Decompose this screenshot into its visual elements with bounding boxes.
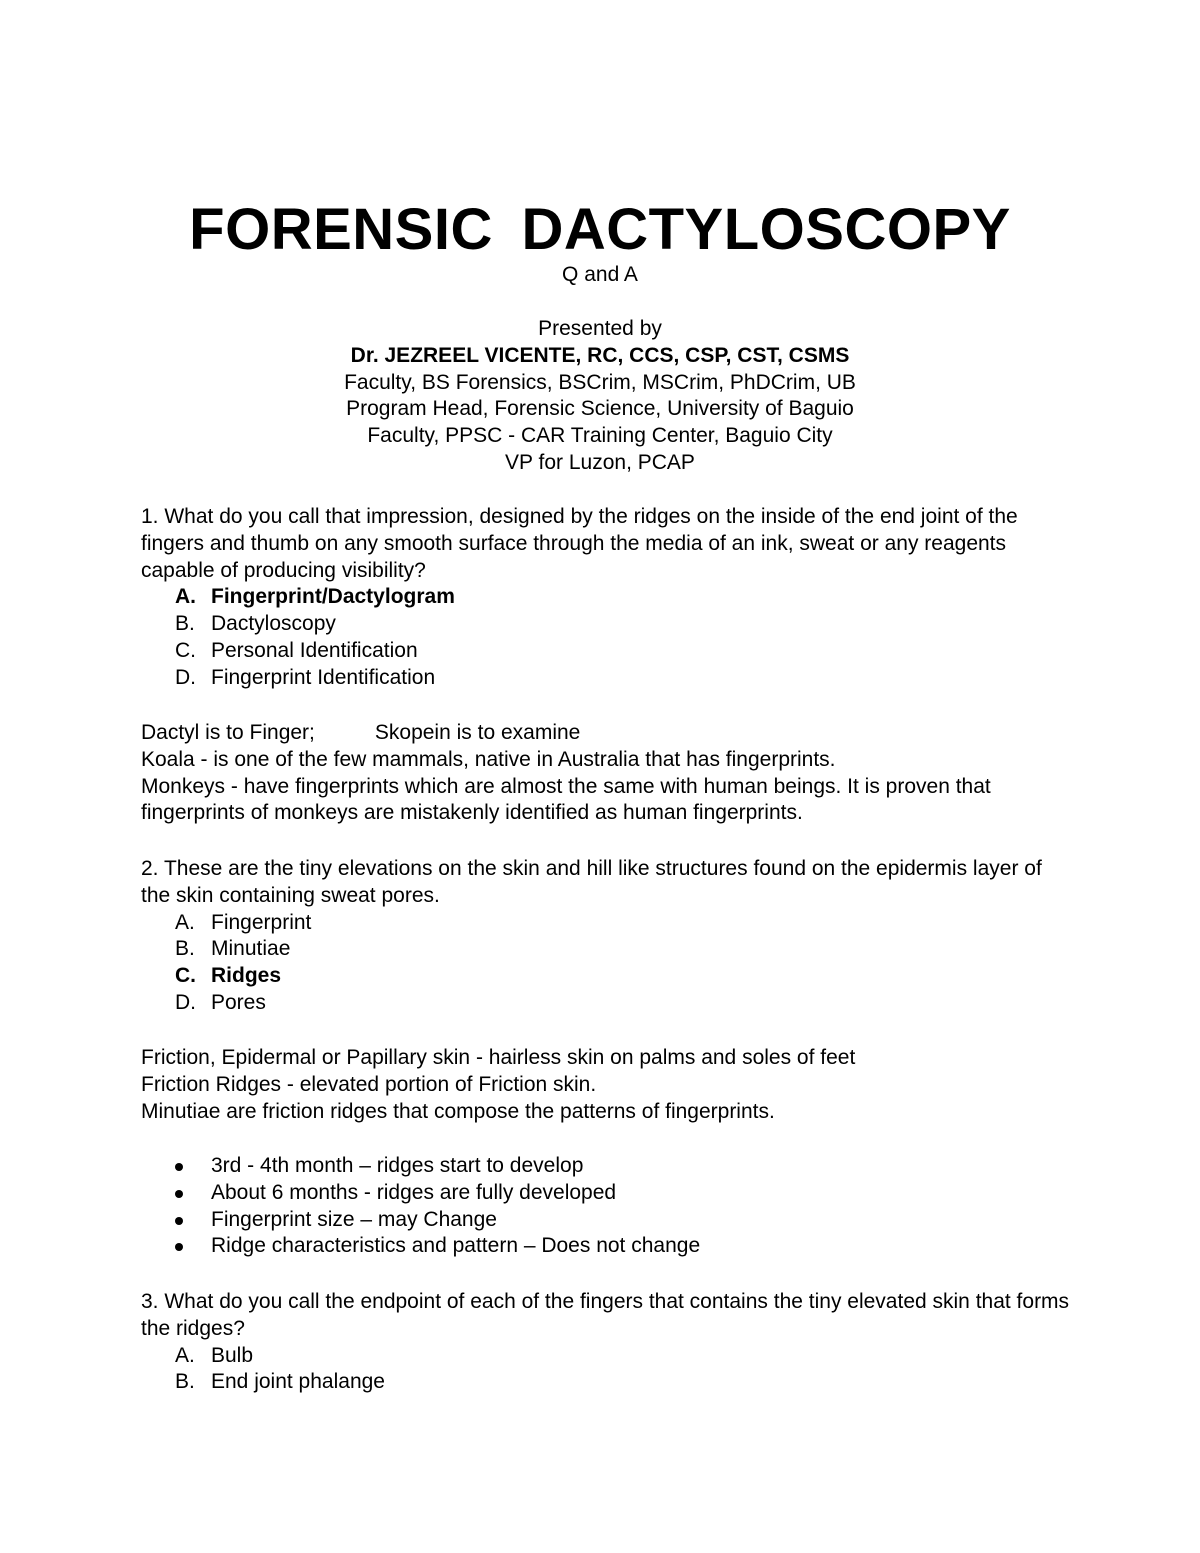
- question-text: 3. What do you call the endpoint of each of the fingers that contains the tiny elevated skin that forms the ridges?: [141, 1290, 1070, 1340]
- presenter-line: Faculty, PPSC - CAR Training Center, Baguio City: [367, 424, 833, 448]
- presenter-line: Faculty, BS Forensics, BSCrim, MSCrim, PhDCrim, UB: [344, 370, 856, 394]
- bullet-item: Ridge characteristics and pattern – Does not change: [141, 1233, 1071, 1260]
- bullet-icon: [175, 1217, 183, 1225]
- note-line: Friction Ridges - elevated portion of Friction skin.: [141, 1072, 597, 1096]
- notes-section-2: [141, 1045, 1071, 1125]
- presenter-line: Program Head, Forensic Science, University of Baguio: [346, 397, 854, 421]
- answer-option-c: C. Ridges: [175, 964, 282, 988]
- answer-option-b: B. Dactyloscopy: [175, 612, 336, 636]
- question-2: [141, 856, 1071, 1017]
- presenter-name: Dr. JEZREEL VICENTE, RC, CCS, CSP, CST, CSMS: [350, 343, 850, 367]
- note-line: Dactyl is to Finger; Skopein is to examine: [141, 721, 581, 744]
- note-line: Minutiae are friction ridges that compose the patterns of fingerprints.: [141, 1099, 775, 1123]
- answer-options: [141, 1343, 1071, 1397]
- question-1: [141, 504, 1071, 692]
- presenter-block: [0, 316, 1200, 477]
- question-3: [141, 1289, 1071, 1396]
- answer-option-d: D. Pores: [175, 990, 266, 1014]
- answer-option-b: B. End joint phalange: [175, 1370, 385, 1394]
- note-line: Monkeys - have fingerprints which are almost the same with human beings. It is proven that fingerprints of monkeys are mistakenly identified as human fingerprints.: [141, 774, 991, 825]
- answer-options: [141, 584, 1071, 691]
- development-bullets: [141, 1153, 1071, 1260]
- document-title: FORENSIC DACTYLOSCOPY: [189, 197, 1011, 262]
- document-subtitle: Q and A: [562, 263, 638, 286]
- note-line: Koala - is one of the few mammals, native in Australia that has fingerprints.: [141, 747, 836, 771]
- answer-option-c: C. Personal Identification: [175, 638, 418, 662]
- answer-option-a: A. Fingerprint: [175, 910, 312, 934]
- bullet-list: [141, 1153, 1071, 1260]
- answer-option-a: A. Fingerprint/Dactylogram: [175, 585, 455, 609]
- bullet-icon: [175, 1243, 183, 1251]
- bullet-item: About 6 months - ridges are fully developed: [141, 1180, 1071, 1207]
- presenter-line: VP for Luzon, PCAP: [505, 450, 695, 474]
- bullet-item: Fingerprint size – may Change: [141, 1207, 1071, 1234]
- note-line: Friction, Epidermal or Papillary skin - hairless skin on palms and soles of feet: [141, 1046, 856, 1069]
- bullet-icon: [175, 1190, 183, 1198]
- question-text: 2. These are the tiny elevations on the skin and hill like structures found on the epidermis layer of the skin containing sweat pores.: [141, 857, 1042, 907]
- answer-option-a: A. Bulb: [175, 1343, 254, 1367]
- presenter-intro: Presented by: [538, 317, 662, 340]
- bullet-item: 3rd - 4th month – ridges start to develop: [141, 1153, 1071, 1180]
- answer-options: [141, 910, 1071, 1017]
- bullet-icon: [175, 1163, 183, 1171]
- notes-section-1: [141, 720, 1071, 827]
- question-text: 1. What do you call that impression, designed by the ridges on the inside of the end joint of the fingers and thumb on any smooth surface through the media of an ink, sweat or any reagents capable of producing visibility?: [141, 505, 1018, 582]
- answer-option-d: D. Fingerprint Identification: [175, 665, 436, 689]
- answer-option-b: B. Minutiae: [175, 937, 291, 961]
